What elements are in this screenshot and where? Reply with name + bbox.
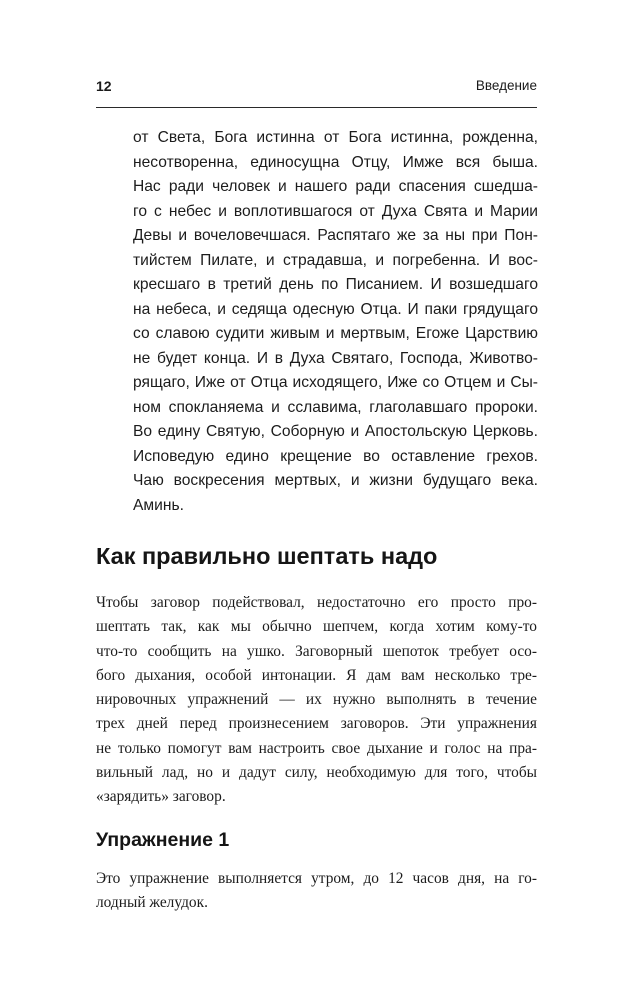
prayer-line: кресшаго в третий день по Писанием. И возшедшаго [133, 276, 538, 293]
prayer-line: на небеса, и седяща одесную Отца. И паки грядущаго [133, 300, 538, 318]
section-heading: Как правильно шептать надо [96, 543, 438, 569]
prayer-line: от Света, Бога истинна от Бога истинна, рожденна, [133, 129, 538, 146]
prayer-line: Нас ради человек и нашего ради спасения сшедша- [133, 178, 538, 195]
paragraph-line: нировочных упражнений — их нужно выполнять в течение [96, 691, 537, 709]
paragraph-line: Чтобы заговор подействовал, недостаточно его просто про- [96, 594, 537, 611]
paragraph-line: «зарядить» заговор. [96, 788, 226, 806]
prayer-line: Исповедую едино крещение во оставление грехов. [133, 447, 538, 465]
section-paragraph [96, 591, 537, 810]
prayer-line: Чаю воскресения мертвых, и жизни будущаго века. [133, 472, 538, 489]
exercise-heading: Упражнение 1 [96, 829, 230, 851]
paragraph-line: трех дней перед произнесением заговоров. Эти упражнения [96, 715, 537, 733]
paragraph-line: лодный желудок. [96, 894, 208, 912]
prayer-text-block [133, 126, 538, 518]
paragraph-line: что-то сообщить на ушко. Заговорный шепоток требует осо- [96, 642, 537, 660]
exercise-paragraph [96, 867, 537, 916]
paragraph-line: вильный лад, но и дадут силу, необходимую для того, чтобы [96, 764, 537, 782]
page-header [96, 74, 537, 108]
prayer-line: со славою судити живым и мертвым, Егоже Царствию [133, 325, 538, 342]
page-number: 12 [96, 78, 112, 94]
prayer-line: Во едину Святую, Соборную и Апостольскую Церковь. [133, 423, 538, 440]
prayer-line: не будет конца. И в Духа Святаго, Господа, Животво- [133, 349, 538, 367]
paragraph-line: бого дыхания, особой интонации. Я дам вам несколько тре- [96, 666, 537, 684]
paragraph-line: Это упражнение выполняется утром, до 12 часов дня, на го- [96, 870, 537, 887]
prayer-line: Аминь. [133, 496, 184, 514]
prayer-line: рящаго, Иже от Отца исходящего, Иже со Отцем и Сы- [133, 374, 538, 391]
paragraph-line: не только помогут вам настроить свое дыхание и голос на пра- [96, 739, 537, 757]
prayer-line: тийстем Пилате, и страдавша, и погребенна. И вос- [133, 251, 538, 269]
paragraph-line: шептать так, как мы обычно шепчем, когда хотим кому-то [96, 618, 537, 636]
prayer-line: го с небес и воплотившагося от Духа Свята и Марии [133, 202, 538, 220]
running-head: Введение [475, 78, 537, 93]
prayer-line: несотворенна, единосущна Отцу, Имже вся быша. [133, 153, 538, 171]
prayer-line: Девы и вочеловечшася. Распятаго же за ны при Пон- [133, 227, 538, 244]
prayer-line: ном спокланяема и сславима, глаголавшаго пророки. [133, 398, 538, 416]
